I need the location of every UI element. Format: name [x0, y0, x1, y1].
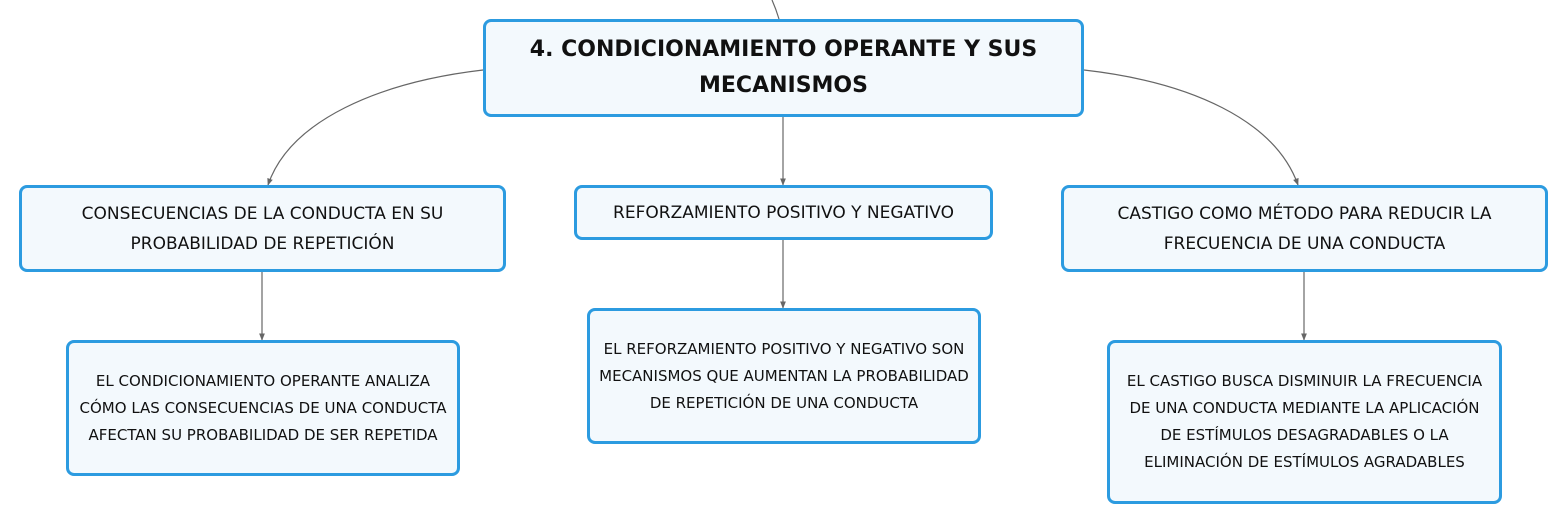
topic-text: CASTIGO COMO MÉTODO PARA REDUCIR LA FRECUENCIA DE UNA CONDUCTA	[1117, 203, 1492, 254]
detail-node-reforzamiento[interactable]	[587, 308, 981, 444]
topic-text: CONSECUENCIAS DE LA CONDUCTA EN SU PROBABILIDAD DE REPETICIÓN	[81, 203, 444, 254]
detail-text: EL CASTIGO BUSCA DISMINUIR LA FRECUENCIA DE UNA CONDUCTA MEDIANTE LA APLICACIÓN DE ESTÍMULOS DESAGRADABLES O LA ELIMINACIÓN DE ESTÍMULOS AGRADABLES	[1126, 372, 1483, 471]
central-topic-text: 4. CONDICIONAMIENTO OPERANTE Y SUS MECANISMOS	[529, 37, 1038, 98]
connector-root-to-consecuencias	[268, 70, 483, 185]
detail-text: EL REFORZAMIENTO POSITIVO Y NEGATIVO SON MECANISMOS QUE AUMENTAN LA PROBABILIDAD DE REPETICIÓN DE UNA CONDUCTA	[599, 339, 969, 412]
connector-incoming-root	[772, 0, 779, 19]
connector-root-to-castigo	[1084, 70, 1298, 185]
topic-node-consecuencias[interactable]	[19, 185, 506, 272]
detail-node-castigo[interactable]	[1107, 340, 1502, 504]
topic-node-castigo[interactable]	[1061, 185, 1548, 272]
detail-node-consecuencias[interactable]	[66, 340, 460, 476]
central-topic-node[interactable]	[483, 19, 1084, 117]
topic-text: REFORZAMIENTO POSITIVO Y NEGATIVO	[613, 202, 954, 223]
topic-node-reforzamiento[interactable]	[574, 185, 993, 240]
detail-text: EL CONDICIONAMIENTO OPERANTE ANALIZA CÓMO LAS CONSECUENCIAS DE UNA CONDUCTA AFECTAN SU PROBABILIDAD DE SER REPETIDA	[79, 371, 447, 444]
